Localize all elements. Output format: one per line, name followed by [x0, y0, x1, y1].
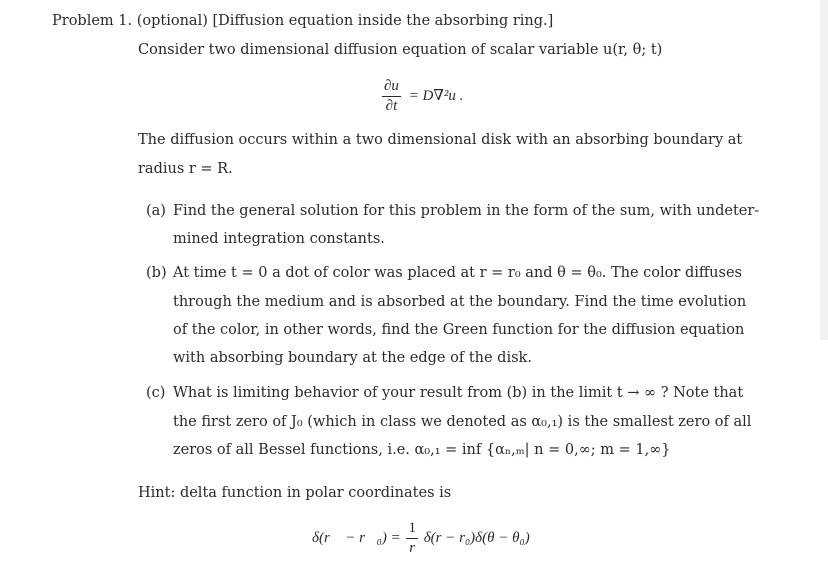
part-c-line-3: zeros of all Bessel functions, i.e. α₀,₁ = inf {αₙ,ₘ| n = 0,∞; m = 1,∞} — [173, 442, 671, 458]
delta-function-equation — [312, 520, 530, 557]
paragraph-line-2: radius r = R. — [138, 161, 233, 177]
part-b-line-3: of the color, in other words, find the Green function for the diffusion equation — [173, 322, 745, 338]
part-b-label: (b) — [146, 265, 167, 281]
part-a-label: (a) — [146, 203, 166, 219]
hint-text: Hint: delta function in polar coordinates is — [138, 485, 452, 501]
diffusion-equation — [382, 78, 463, 115]
part-b-line-2: through the medium and is absorbed at the boundary. Find the time evolution — [173, 294, 747, 310]
hint-equation-lhs: δ(r⃗ − r⃗₀) = — [312, 529, 401, 546]
part-b-line-1: At time t = 0 a dot of color was placed at r = r₀ and θ = θ₀. The color diffuses — [173, 265, 742, 281]
part-c-line-1: What is limiting behavior of your result from (b) in the limit t → ∞ ? Note that — [173, 385, 744, 401]
equation-rhs: = D∇²u . — [408, 87, 464, 104]
page-edge-shadow — [820, 0, 828, 340]
hint-equation-rhs: δ(r − r₀)δ(θ − θ₀) — [423, 529, 530, 546]
intro-text: Consider two dimensional diffusion equation of scalar variable u(r, θ; t) — [138, 42, 663, 58]
hint-equation-numerator: 1 — [406, 520, 418, 539]
problem-heading: Problem 1. (optional) [Diffusion equation inside the absorbing ring.] — [52, 13, 554, 29]
part-b-line-4: with absorbing boundary at the edge of the disk. — [173, 350, 532, 366]
hint-equation-denominator: r — [409, 540, 416, 556]
paragraph-line-1: The diffusion occurs within a two dimensional disk with an absorbing boundary at — [138, 132, 743, 148]
part-c-label: (c) — [146, 385, 166, 401]
hint-equation-fraction — [406, 520, 418, 557]
part-a-line-2: mined integration constants. — [173, 231, 385, 247]
equation-denominator: ∂t — [385, 98, 398, 114]
equation-fraction — [382, 78, 401, 115]
equation-numerator: ∂u — [382, 78, 401, 97]
part-a-line-1: Find the general solution for this problem in the form of the sum, with undeter- — [173, 203, 760, 219]
part-c-line-2: the first zero of J₀ (which in class we denoted as α₀,₁) is the smallest zero of all — [173, 414, 752, 430]
